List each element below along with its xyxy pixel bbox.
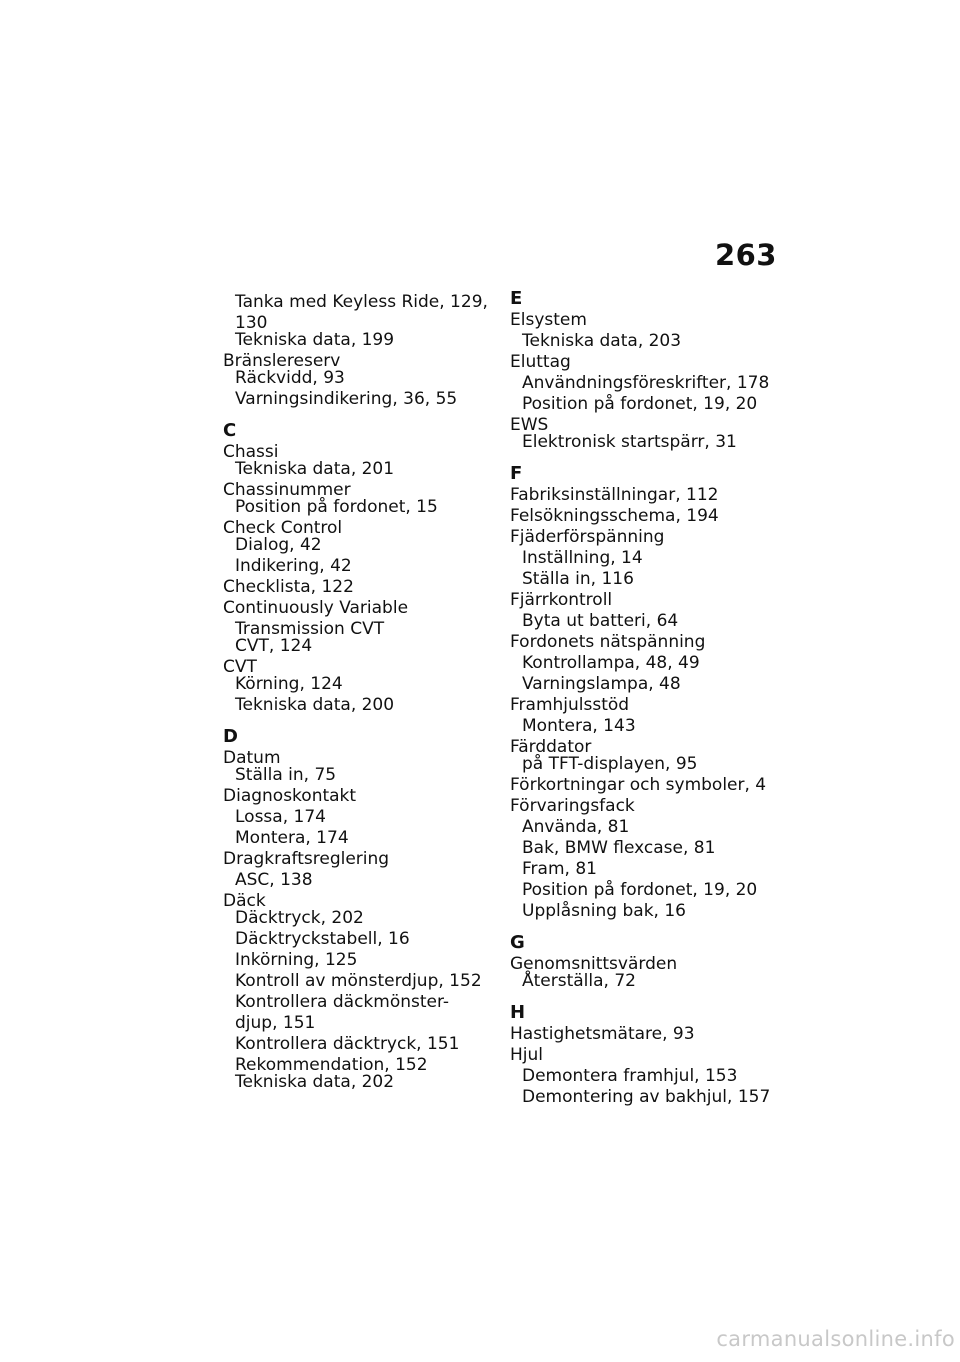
index-entry: Continuously Variable	[223, 598, 409, 618]
index-subentry: Däcktryck, 202	[235, 908, 364, 928]
index-entry: Hastighetsmätare, 93	[510, 1024, 695, 1044]
index-entry: Fjärrkontroll	[510, 590, 613, 610]
index-subentry: på TFT-displayen, 95	[522, 754, 698, 774]
index-entry: Dragkraftsreglering	[223, 849, 390, 869]
index-subentry: Demontera framhjul, 153	[522, 1066, 738, 1086]
index-entry: Elsystem	[510, 310, 587, 330]
index-subentry: Varningslampa, 48	[522, 674, 681, 694]
index-entry: Datum	[223, 748, 281, 768]
index-subentry: Tekniska data, 201	[235, 459, 395, 479]
index-entry: Bränslereserv	[223, 351, 341, 371]
index-subentry: Position på fordonet, 19, 20	[522, 394, 758, 414]
index-subentry: Tekniska data, 200	[235, 695, 395, 715]
index-subentry: ASC, 138	[235, 870, 313, 890]
index-subentry: Återställa, 72	[522, 971, 636, 991]
index-entry: Genomsnittsvärden	[510, 954, 678, 974]
index-subentry: Tanka med Keyless Ride, 129,	[235, 292, 488, 312]
index-subentry: Kontrollera däckmönster-	[235, 992, 450, 1012]
index-subentry: Tekniska data, 203	[522, 331, 682, 351]
index-subentry: Körning, 124	[235, 674, 343, 694]
index-subentry: Position på fordonet, 15	[235, 497, 438, 517]
index-entry: Chassi	[223, 442, 279, 462]
index-subentry: Fram, 81	[522, 859, 597, 879]
index-entry: Chassinummer	[223, 480, 351, 500]
index-entry: Förkortningar och symboler, 4	[510, 775, 767, 795]
index-subentry: Elektronisk startspärr, 31	[522, 432, 737, 452]
index-subentry: Transmission CVT	[235, 619, 385, 639]
index-subentry: Varningsindikering, 36, 55	[235, 389, 458, 409]
index-entry: Framhjulsstöd	[510, 695, 630, 715]
index-subentry: Inställning, 14	[522, 548, 643, 568]
index-subentry: CVT, 124	[235, 636, 313, 656]
index-subentry: Bak, BMW flexcase, 81	[522, 838, 716, 858]
index-subentry: Indikering, 42	[235, 556, 352, 576]
index-subentry: Använda, 81	[522, 817, 630, 837]
index-subentry: Dialog, 42	[235, 535, 322, 555]
index-subentry: 130	[235, 313, 268, 333]
index-subentry: Tekniska data, 202	[235, 1072, 395, 1092]
page-number: 263	[714, 238, 777, 272]
index-entry: Förvaringsfack	[510, 796, 635, 816]
index-entry: Felsökningsschema, 194	[510, 506, 719, 526]
index-entry: EWS	[510, 415, 549, 435]
index-subentry: Lossa, 174	[235, 807, 326, 827]
index-letter-heading: G	[510, 932, 525, 953]
index-letter-heading: D	[223, 726, 238, 747]
index-letter-heading: E	[510, 288, 523, 309]
index-subentry: Inkörning, 125	[235, 950, 358, 970]
index-entry: Diagnoskontakt	[223, 786, 357, 806]
index-subentry: djup, 151	[235, 1013, 316, 1033]
index-subentry: Kontroll av mönsterdjup, 152	[235, 971, 482, 991]
index-entry: Fordonets nätspänning	[510, 632, 706, 652]
index-letter-heading: C	[223, 420, 237, 441]
index-entry: Fabriksinställningar, 112	[510, 485, 719, 505]
index-letter-heading: F	[510, 463, 523, 484]
index-entry: Däck	[223, 891, 266, 911]
index-subentry: Kontrollampa, 48, 49	[522, 653, 700, 673]
index-entry: Eluttag	[510, 352, 571, 372]
index-subentry: Användningsföreskrifter, 178	[522, 373, 770, 393]
watermark: carmanualsonline.info	[716, 1327, 955, 1351]
index-subentry: Montera, 143	[522, 716, 636, 736]
index-entry: Check Control	[223, 518, 343, 538]
index-subentry: Byta ut batteri, 64	[522, 611, 679, 631]
index-column-left	[223, 290, 503, 1091]
index-subentry: Upplåsning bak, 16	[522, 901, 686, 921]
index-subentry: Räckvidd, 93	[235, 368, 345, 388]
index-entry: Checklista, 122	[223, 577, 354, 597]
index-column-right	[510, 290, 790, 1106]
index-subentry: Rekommendation, 152	[235, 1055, 428, 1075]
index-subentry: Ställa in, 75	[235, 765, 337, 785]
index-entry: Färddator	[510, 737, 592, 757]
index-subentry: Demontering av bakhjul, 157	[522, 1087, 771, 1107]
index-letter-heading: H	[510, 1002, 526, 1023]
index-subentry: Montera, 174	[235, 828, 349, 848]
index-entry: CVT	[223, 657, 257, 677]
index-entry: Hjul	[510, 1045, 544, 1065]
index-subentry: Däcktryckstabell, 16	[235, 929, 410, 949]
index-subentry: Tekniska data, 199	[235, 330, 395, 350]
index-subentry: Ställa in, 116	[522, 569, 634, 589]
index-subentry: Position på fordonet, 19, 20	[522, 880, 758, 900]
index-entry: Fjäderförspänning	[510, 527, 665, 547]
index-subentry: Kontrollera däcktryck, 151	[235, 1034, 460, 1054]
